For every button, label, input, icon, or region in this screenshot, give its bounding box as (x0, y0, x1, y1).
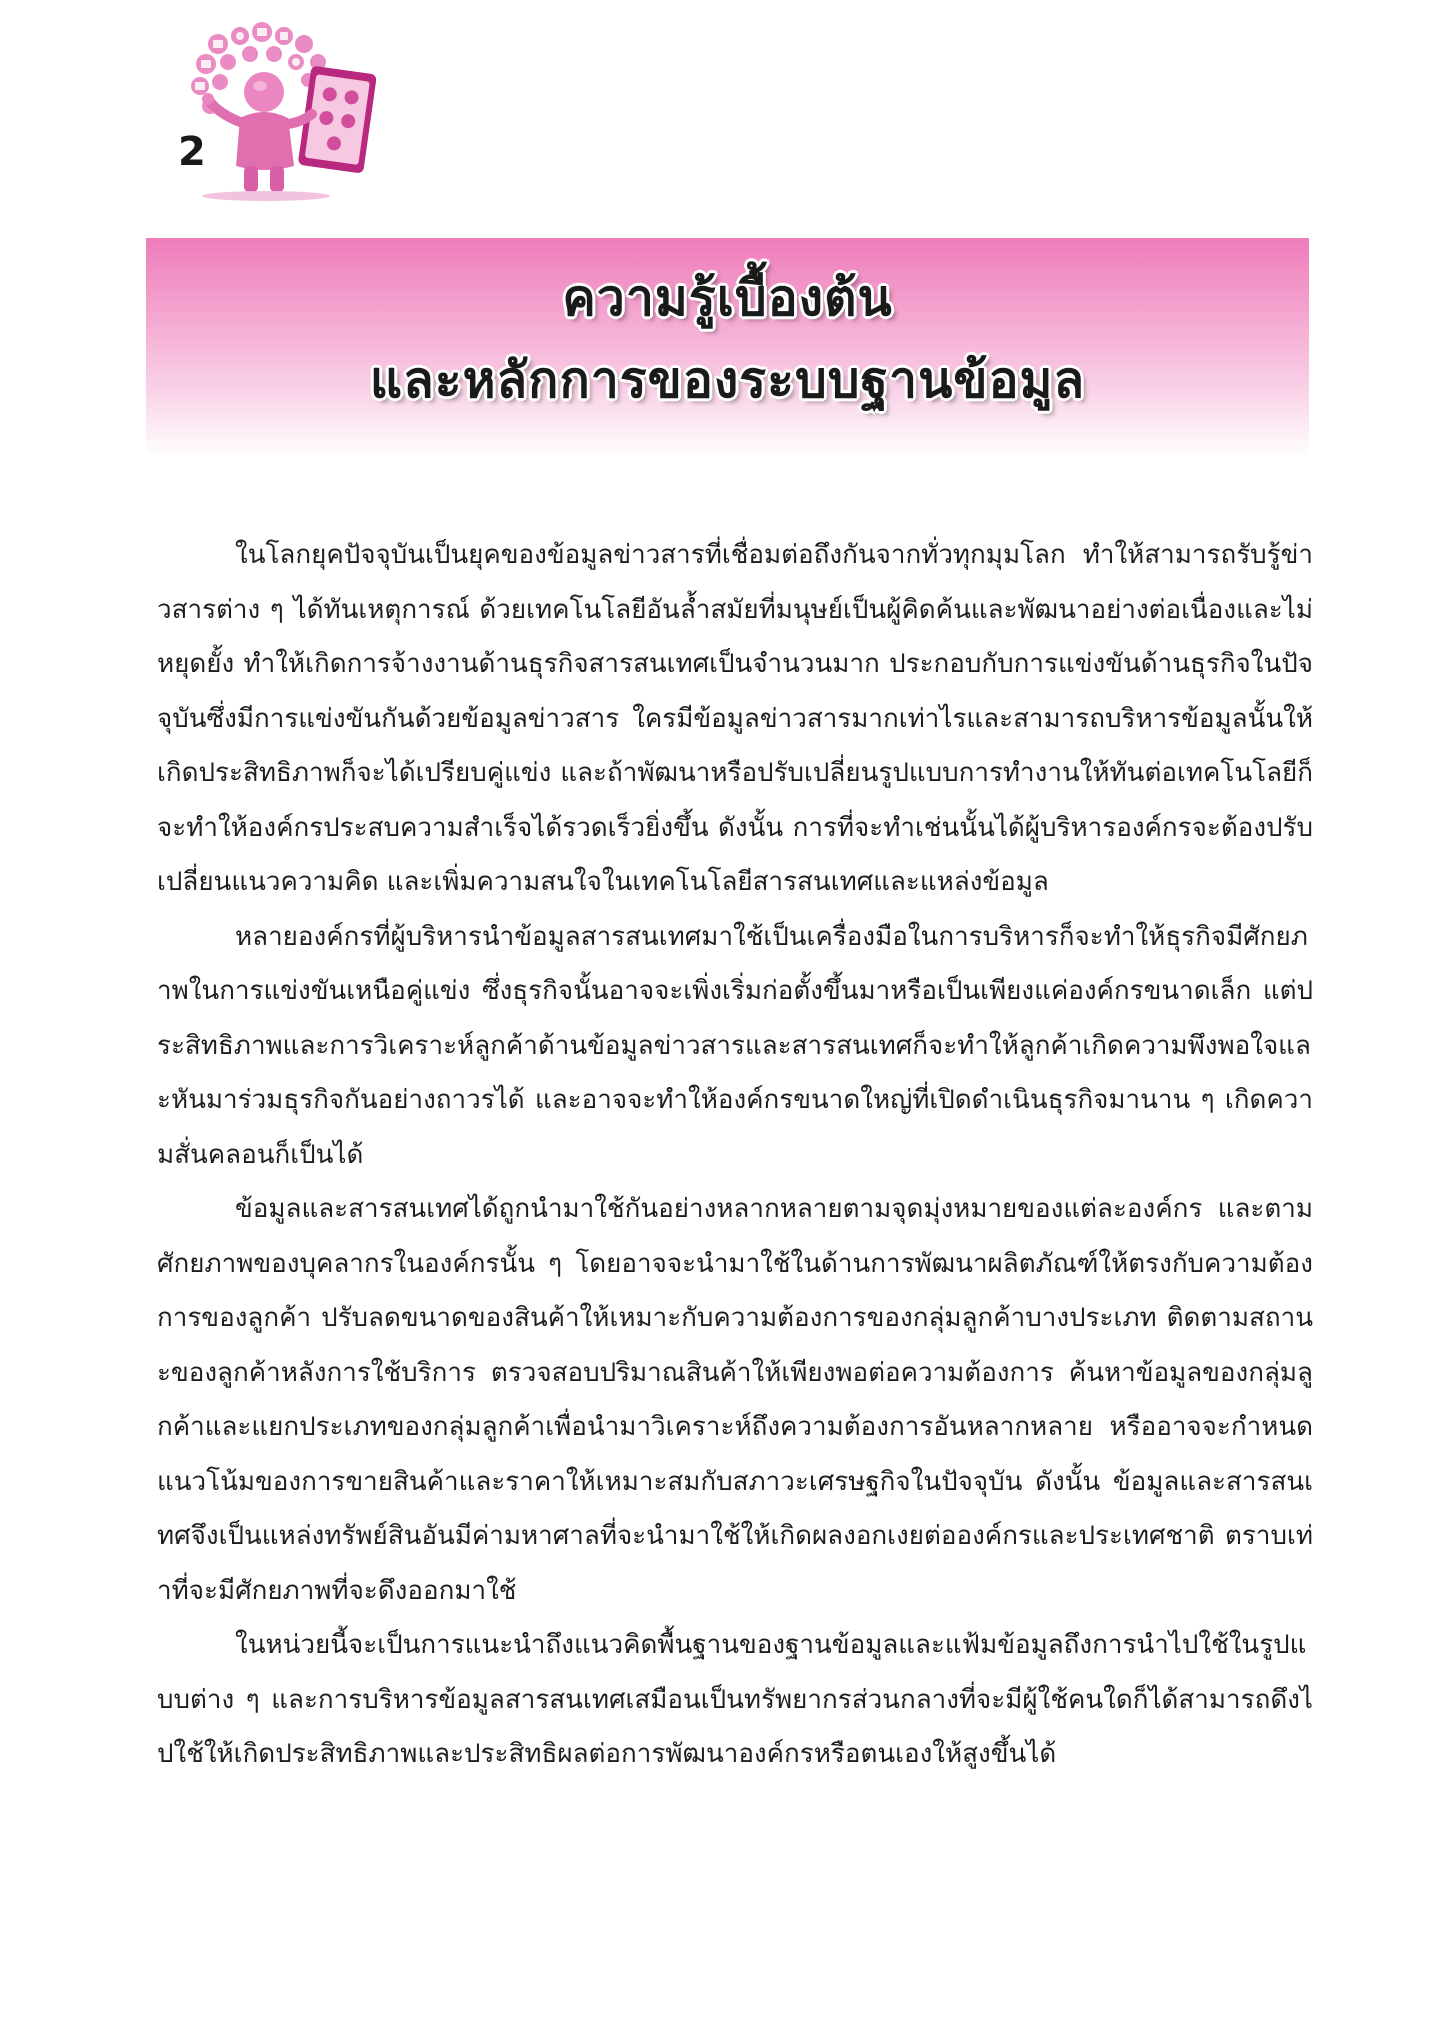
paragraph: ข้อมูลและสารสนเทศได้ถูกนำมาใช้กันอย่างหลากหลายตามจุดมุ่งหมายของแต่ละองค์กร และตามศักยภาพของบุคลากรในองค์กรนั้น ๆ โดยอาจจะนำมาใช้ในด้านการพัฒนาผลิตภัณฑ์ให้ตรงกับความต้องการของลูกค้า ปรับลดขนาดของสินค้าให้เหมาะกับความต้องการของกลุ่มลูกค้าบางประเภท ติดตามสถานะของลูกค้าหลังการใช้บริการ ตรวจสอบปริมาณสินค้าให้เพียงพอต่อความต้องการ ค้นหาข้อมูลของกลุ่มลูกค้าและแยกประเภทของกลุ่มลูกค้าเพื่อนำมาวิเคราะห์ถึงความต้องการอันหลากหลาย หรืออาจจะกำหนดแนวโน้มของการขายสินค้าและราคาให้เหมาะสมกับสภาวะเศรษฐกิจในปัจจุบัน ดังนั้น ข้อมูลและสารสนเทศจึงเป็นแหล่งทรัพย์สินอันมีค่ามหาศาลที่จะนำมาใช้ให้เกิดผลงอกเงยต่อองค์กรและประเทศชาติ ตราบเท่าที่จะมีศักยภาพที่จะดึงออกมาใช้ (157, 1194, 1313, 1606)
body-text (157, 528, 1313, 1782)
paragraph: ในโลกยุคปัจจุบันเป็นยุคของข้อมูลข่าวสารที่เชื่อมต่อถึงกันจากทั่วทุกมุมโลก ทำให้สามารถรับรู้ข่าวสารต่าง ๆ ได้ทันเหตุการณ์ ด้วยเทคโนโลยีอันล้ำสมัยที่มนุษย์เป็นผู้คิดค้นและพัฒนาอย่างต่อเนื่องและไม่หยุดยั้ง ทำให้เกิดการจ้างงานด้านธุรกิจสารสนเทศเป็นจำนวนมาก ประกอบกับการแข่งขันด้านธุรกิจในปัจจุบันซึ่งมีการแข่งขันกันด้วยข้อมูลข่าวสาร ใครมีข้อมูลข่าวสารมากเท่าไรและสามารถบริหารข้อมูลนั้นให้เกิดประสิทธิภาพก็จะได้เปรียบคู่แข่ง และถ้าพัฒนาหรือปรับเปลี่ยนรูปแบบการทำงานให้ทันต่อเทคโนโลยีก็จะทำให้องค์กรประสบความสำเร็จได้รวดเร็วยิ่งขึ้น ดังนั้น การที่จะทำเช่นนั้นได้ผู้บริหารองค์กรจะต้องปรับเปลี่ยนแนวความคิด และเพิ่มความสนใจในเทคโนโลยีสารสนเทศและแหล่งข้อมูล (157, 540, 1313, 897)
page-header (150, 22, 390, 202)
chapter-title-line-2: และหลักการของระบบฐานข้อมูล (369, 351, 1086, 409)
chapter-title-line-1: ความรู้เบื้องต้น (562, 269, 893, 327)
paragraph: ในหน่วยนี้จะเป็นการแนะนำถึงแนวคิดพื้นฐานของฐานข้อมูลและแฟ้มข้อมูลถึงการนำไปใช้ในรูปแบบต่าง ๆ และการบริหารข้อมูลสารสนเทศเสมือนเป็นทรัพยากรส่วนกลางที่จะมีผู้ใช้คนใดก็ได้สามารถดึงไปใช้ให้เกิดประสิทธิภาพและประสิทธิผลต่อการพัฒนาองค์กรหรือตนเองให้สูงขึ้นได้ (157, 1630, 1313, 1769)
pink-person-with-tablet-and-app-icons-icon (180, 22, 380, 202)
paragraph: หลายองค์กรที่ผู้บริหารนำข้อมูลสารสนเทศมาใช้เป็นเครื่องมือในการบริหารก็จะทำให้ธุรกิจมีศักยภาพในการแข่งขันเหนือคู่แข่ง ซึ่งธุรกิจนั้นอาจจะเพิ่งเริ่มก่อตั้งขึ้นมาหรือเป็นเพียงแค่องค์กรขนาดเล็ก แต่ประสิทธิภาพและการวิเคราะห์ลูกค้าด้านข้อมูลข่าวสารและสารสนเทศก็จะทำให้ลูกค้าเกิดความพึงพอใจและหันมาร่วมธุรกิจกันอย่างถาวรได้ และอาจจะทำให้องค์กรขนาดใหญ่ที่เปิดดำเนินธุรกิจมานาน ๆ เกิดความสั่นคลอนก็เป็นได้ (157, 921, 1313, 1170)
title-banner (146, 238, 1309, 458)
page-number: 2 (178, 129, 206, 175)
